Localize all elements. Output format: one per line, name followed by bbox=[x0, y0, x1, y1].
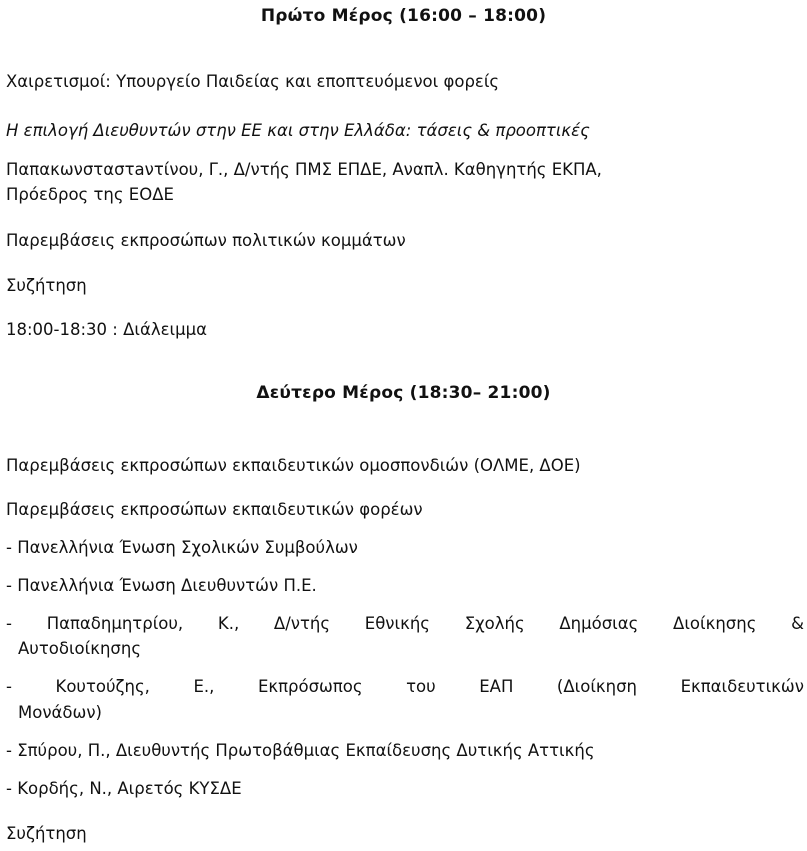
word: (Διοίκηση bbox=[556, 677, 638, 696]
list-item-justified bbox=[6, 677, 804, 696]
list-item-continuation: Αυτοδιοίκησης bbox=[18, 639, 142, 658]
list-item: - Σπύρου, Π., Διευθυντής Πρωτοβάθμιας Εκπαίδευσης Δυτικής Αττικής bbox=[6, 741, 595, 760]
word: Διοίκησης bbox=[673, 614, 757, 633]
bodies-line: Παρεμβάσεις εκπροσώπων εκπαιδευτικών φορέων bbox=[6, 500, 423, 519]
part1-heading: Πρώτο Μέρος (16:00 – 18:00) bbox=[260, 6, 547, 26]
word: Σχολής bbox=[464, 614, 525, 633]
speaker-line-2: Πρόεδρος της ΕΟΔΕ bbox=[6, 185, 174, 204]
word: Κουτούζης, bbox=[55, 677, 150, 696]
word: - bbox=[6, 614, 12, 633]
parties-line: Παρεμβάσεις εκπροσώπων πολιτικών κομμάτων bbox=[6, 231, 406, 250]
list-item: - Πανελλήνια Ένωση Διευθυντών Π.Ε. bbox=[6, 576, 317, 595]
word: Ε., bbox=[193, 677, 215, 696]
word: Κ., bbox=[217, 614, 240, 633]
part2-heading: Δεύτερο Μέρος (18:30– 21:00) bbox=[256, 383, 551, 403]
word: - bbox=[6, 677, 12, 696]
word: Εκπαιδευτικών bbox=[680, 677, 804, 696]
word: Εκπρόσωπος bbox=[257, 677, 363, 696]
word: Δημόσιας bbox=[559, 614, 639, 633]
list-item-continuation: Μονάδων) bbox=[18, 703, 102, 722]
greetings-line: Χαιρετισμοί: Υπουργείο Παιδείας και εποπτευόμενοι φορείς bbox=[6, 72, 500, 91]
word: Παπαδημητρίου, bbox=[46, 614, 184, 633]
part1-discussion: Συζήτηση bbox=[6, 276, 87, 295]
part2-discussion: Συζήτηση bbox=[6, 824, 87, 843]
list-item: - Πανελλήνια Ένωση Σχολικών Συμβούλων bbox=[6, 538, 358, 557]
word: του bbox=[406, 677, 436, 696]
federations-line: Παρεμβάσεις εκπροσώπων εκπαιδευτικών ομοσπονδιών (ΟΛΜΕ, ΔΟΕ) bbox=[6, 456, 581, 475]
speaker-line-1: Παπακωνσταστaντίνου, Γ., Δ/ντής ΠΜΣ ΕΠΔΕ, Αναπλ. Καθηγητής ΕΚΠΑ, bbox=[6, 160, 602, 179]
word: ΕΑΠ bbox=[479, 677, 514, 696]
word: & bbox=[791, 614, 804, 633]
list-item: - Κορδής, Ν., Αιρετός ΚΥΣΔΕ bbox=[6, 779, 242, 798]
topic-line: Η επιλογή Διευθυντών στην ΕΕ και στην Ελλάδα: τάσεις & προοπτικές bbox=[6, 121, 590, 140]
word: Δ/ντής bbox=[273, 614, 331, 633]
word: Εθνικής bbox=[364, 614, 430, 633]
list-item-justified bbox=[6, 614, 804, 633]
break-line: 18:00-18:30 : Διάλειμμα bbox=[6, 320, 207, 339]
